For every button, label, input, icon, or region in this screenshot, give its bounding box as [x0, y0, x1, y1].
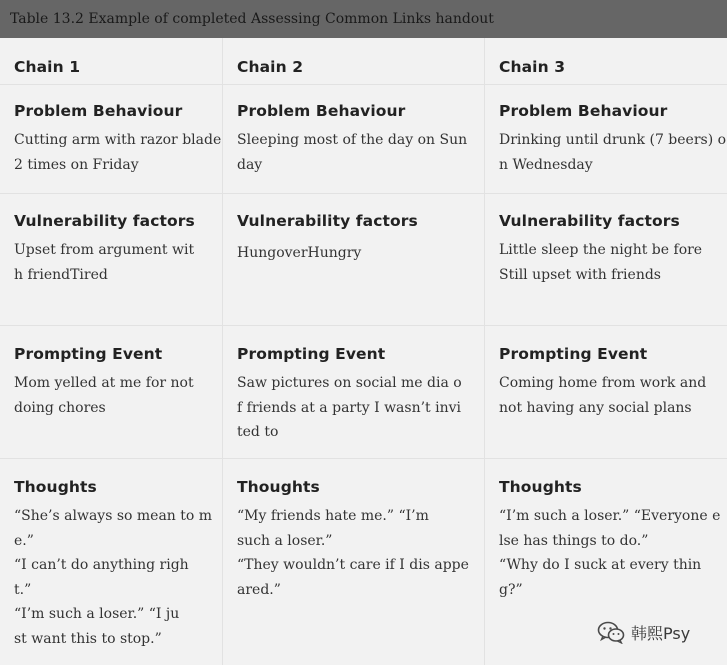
- text-line: “They wouldn’t care if I dis appe: [237, 557, 469, 574]
- text-line: Little sleep the night be fore: [499, 242, 703, 258]
- text-line: “My friends hate me.” “I’m: [237, 508, 429, 524]
- text-line: t.”: [14, 581, 32, 598]
- text-line: Saw pictures on social me dia o: [237, 375, 462, 391]
- chain-3-vulnerability-factors: [499, 238, 727, 287]
- chain-3-title: Chain 3: [499, 58, 566, 76]
- text-line: Mom yelled at me for not: [14, 375, 194, 391]
- text-line: f friends at a party I wasn’t invi: [237, 399, 462, 416]
- table-caption: Table 13.2 Example of completed Assessing Common Links handout: [0, 0, 727, 38]
- text-line: Cutting arm with razor blade: [14, 132, 222, 148]
- text-line: h friendTired: [14, 266, 108, 283]
- text-line: HungoverHungry: [237, 245, 362, 261]
- prompting-event-header: Prompting Event: [237, 345, 386, 363]
- chain-3-problem-behaviour: [499, 128, 727, 177]
- text-line: day: [237, 156, 263, 173]
- text-line: ted to: [237, 424, 279, 441]
- text-line: n Wednesday: [499, 156, 593, 173]
- text-line: ared.”: [237, 581, 281, 598]
- thoughts-header: Thoughts: [237, 478, 320, 496]
- chain-2-vulnerability-factors: [237, 241, 484, 266]
- text-line: e.”: [14, 532, 34, 549]
- chain-1-title: Chain 1: [14, 58, 81, 76]
- problem-behaviour-header: Problem Behaviour: [14, 102, 183, 120]
- chain-2-thoughts: [237, 504, 484, 602]
- chain-2-prompting-event: [237, 371, 484, 445]
- chain-1-problem-behaviour: [14, 128, 222, 177]
- chain-1-vulnerability-factors: [14, 238, 222, 287]
- text-line: 2 times on Friday: [14, 156, 139, 173]
- chain-3-prompting-event: [499, 371, 727, 420]
- common-links-table: [0, 38, 727, 665]
- text-line: “I can’t do anything righ: [14, 557, 189, 574]
- text-line: “I’m such a loser.” “Everyone e: [499, 508, 721, 524]
- prompting-event-header: Prompting Event: [14, 345, 163, 363]
- problem-behaviour-header: Problem Behaviour: [499, 102, 668, 120]
- chain-2-problem-behaviour: [237, 128, 484, 177]
- chain-3-thoughts: [499, 504, 727, 602]
- column-divider: [484, 38, 485, 665]
- text-line: Drinking until drunk (7 beers) o: [499, 132, 727, 148]
- prompting-event-header: Prompting Event: [499, 345, 648, 363]
- text-line: lse has things to do.”: [499, 532, 649, 549]
- text-line: Coming home from work and: [499, 375, 707, 391]
- row-divider: [0, 193, 727, 194]
- column-divider: [222, 38, 223, 665]
- vulnerability-factors-header: Vulnerability factors: [237, 212, 418, 230]
- thoughts-header: Thoughts: [14, 478, 97, 496]
- text-line: “She’s always so mean to m: [14, 508, 213, 524]
- text-line: “I’m such a loser.” “I ju: [14, 606, 180, 623]
- text-line: st want this to stop.”: [14, 630, 162, 647]
- text-line: doing chores: [14, 399, 106, 416]
- chain-1-prompting-event: [14, 371, 222, 420]
- text-line: Still upset with friends: [499, 266, 661, 283]
- thoughts-header: Thoughts: [499, 478, 582, 496]
- text-line: “Why do I suck at every thin: [499, 557, 702, 574]
- row-divider: [0, 84, 727, 85]
- text-line: g?”: [499, 581, 523, 598]
- watermark-text: 韩熙Psy: [631, 623, 691, 643]
- vulnerability-factors-header: Vulnerability factors: [14, 212, 195, 230]
- chain-1-thoughts: [14, 504, 222, 652]
- row-divider: [0, 458, 727, 459]
- text-line: such a loser.”: [237, 532, 333, 549]
- text-line: Upset from argument wit: [14, 242, 195, 258]
- watermark: [597, 618, 717, 646]
- problem-behaviour-header: Problem Behaviour: [237, 102, 406, 120]
- wechat-icon: [597, 620, 625, 644]
- text-line: Sleeping most of the day on Sun: [237, 132, 468, 148]
- chain-2-title: Chain 2: [237, 58, 304, 76]
- vulnerability-factors-header: Vulnerability factors: [499, 212, 680, 230]
- text-line: not having any social plans: [499, 399, 692, 416]
- row-divider: [0, 325, 727, 326]
